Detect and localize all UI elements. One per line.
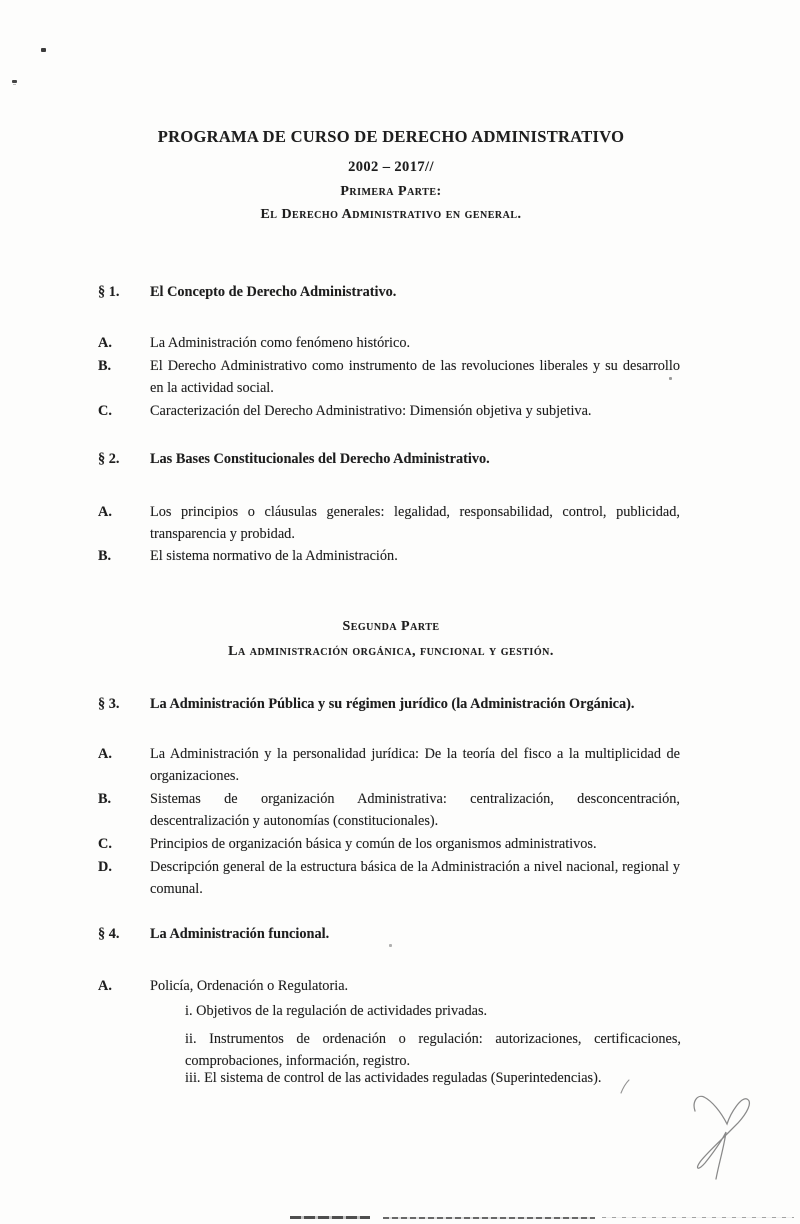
document-title: PROGRAMA DE CURSO DE DERECHO ADMINISTRATIVO: [157, 127, 625, 146]
item-label: A.: [98, 978, 112, 994]
scan-speck: [41, 48, 46, 52]
item-text: La Administración como fenómeno histórico.: [150, 335, 411, 351]
part-one-heading: Primera Parte:: [340, 184, 442, 199]
item-text: Caracterización del Derecho Administrativo: Dimensión objetiva y subjetiva.: [150, 403, 592, 419]
item-label: A.: [98, 746, 112, 762]
item-text: Principios de organización básica y común de los organismos administrativos.: [150, 836, 597, 852]
item-text: La Administración y la personalidad jurídica: De la teoría del fisco a la multiplicidad de organizaciones.: [150, 746, 680, 784]
list-item: [98, 833, 684, 855]
item-label: D.: [98, 859, 112, 875]
item-label: B.: [98, 358, 112, 374]
section-heading: [98, 923, 684, 945]
scan-line-segment: [602, 1217, 794, 1218]
part-two-heading: Segunda Parte: [342, 619, 440, 634]
section-heading: [98, 448, 684, 470]
signature-doodle: [600, 1072, 785, 1197]
section-number: § 4.: [98, 926, 120, 942]
item-text: Sistemas de organización Administrativa: centralización, desconcentración, descentralización y autonomías (constitucionales).: [150, 791, 680, 829]
list-item: [98, 355, 684, 399]
section-heading: [98, 281, 684, 303]
list-item: [98, 501, 684, 545]
section-title: Las Bases Constitucionales del Derecho Administrativo.: [150, 451, 490, 467]
section-title: La Administración funcional.: [150, 926, 330, 942]
item-text: Los principios o cláusulas generales: legalidad, responsabilidad, control, publicidad, transparencia y probidad.: [150, 504, 680, 542]
list-item: [98, 975, 684, 997]
list-item: [98, 856, 684, 900]
item-label: B.: [98, 548, 112, 564]
list-item: [98, 743, 684, 787]
section-number: § 1.: [98, 284, 120, 300]
list-item: [98, 400, 684, 422]
item-label: A.: [98, 335, 112, 351]
sub-list-item: i. Objetivos de la regulación de actividades privadas.: [185, 1003, 488, 1019]
document-years: 2002 – 2017//: [348, 159, 434, 175]
section-title: La Administración Pública y su régimen jurídico (la Administración Orgánica).: [150, 696, 635, 712]
section-heading: [98, 693, 684, 715]
scan-speck: [12, 80, 17, 83]
item-text: Descripción general de la estructura básica de la Administración a nivel nacional, regional y comunal.: [150, 859, 680, 897]
item-label: B.: [98, 791, 112, 807]
item-text: El Derecho Administrativo como instrumento de las revoluciones liberales y su desarrollo en la actividad social.: [150, 358, 680, 396]
item-label: C.: [98, 836, 112, 852]
list-item: [98, 332, 684, 354]
sub-list-item: iii. El sistema de control de las actividades reguladas (Superintedencias).: [185, 1070, 602, 1086]
section-number: § 3.: [98, 696, 120, 712]
item-label: A.: [98, 504, 112, 520]
section-title: El Concepto de Derecho Administrativo.: [150, 284, 397, 300]
scan-line-segment: [290, 1216, 370, 1219]
section-number: § 2.: [98, 451, 120, 467]
item-label: C.: [98, 403, 112, 419]
part-one-subtitle: El Derecho Administrativo en general.: [260, 207, 522, 222]
list-item: [98, 788, 684, 832]
sub-list-item: ii. Instrumentos de ordenación o regulación: autorizaciones, certificaciones, comprobaciones, información, registro.: [185, 1031, 681, 1069]
item-text: El sistema normativo de la Administración.: [150, 548, 398, 564]
part-two-subtitle: La administración orgánica, funcional y gestión.: [228, 644, 554, 659]
scan-line-segment: [383, 1217, 595, 1219]
list-item: [98, 545, 684, 567]
item-text: Policía, Ordenación o Regulatoria.: [150, 978, 349, 994]
